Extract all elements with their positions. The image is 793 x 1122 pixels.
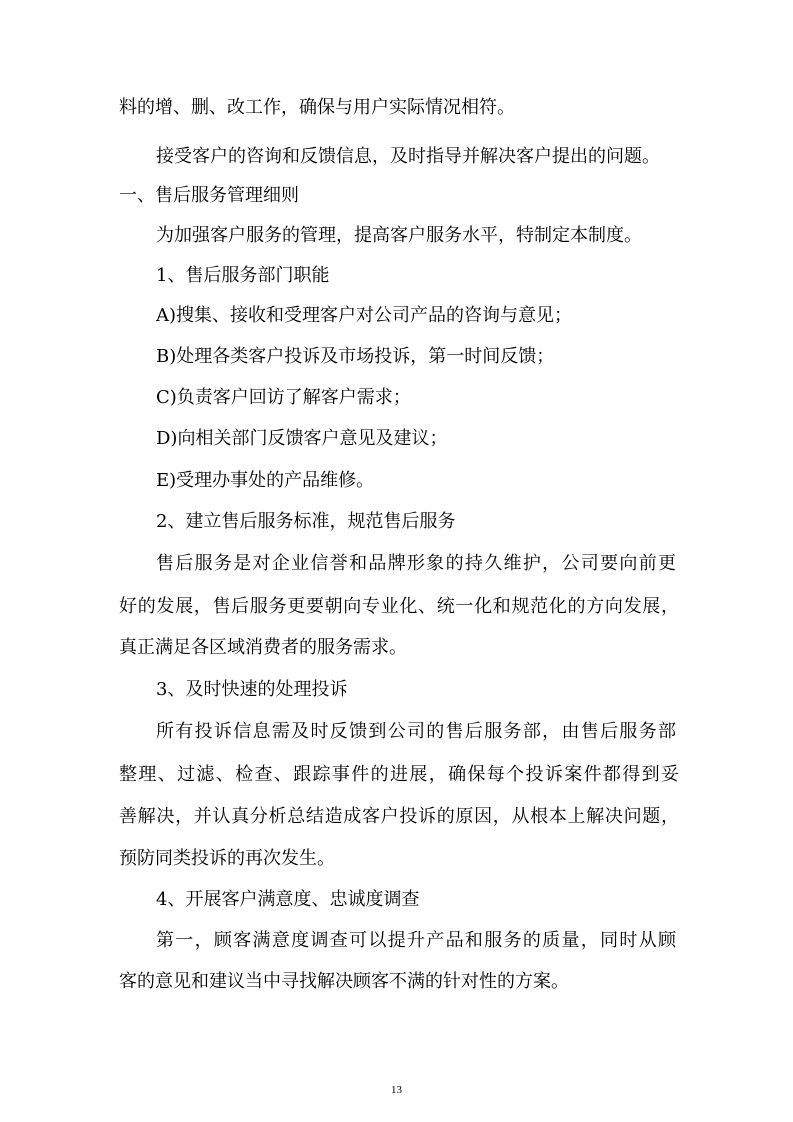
list-item: C)负责客户回访了解客户需求； bbox=[156, 387, 411, 408]
section-heading: 一、售后服务管理细则 bbox=[119, 185, 299, 206]
text-line: 接受客户的咨询和反馈信息，及时指导并解决客户提出的问题。 bbox=[156, 146, 660, 167]
text-line: 为加强客户服务的管理，提高客户服务水平，特制定本制度。 bbox=[156, 225, 642, 246]
text-line: 好的发展，售后服务更要朝向专业化、统一化和规范化的方向发展， bbox=[119, 596, 679, 617]
subsection-heading: 4、开展客户满意度、忠诚度调查 bbox=[156, 889, 420, 910]
subsection-heading: 2、建立售后服务标准，规范售后服务 bbox=[156, 511, 456, 532]
list-item: A)搜集、接收和受理客户对公司产品的咨询与意见； bbox=[156, 305, 573, 326]
text-line: 整理、过滤、检查、跟踪事件的进展，确保每个投诉案件都得到妥 bbox=[119, 764, 679, 785]
text-line: 真正满足各区域消费者的服务需求。 bbox=[119, 637, 407, 658]
list-item: B)处理各类客户投诉及市场投诉，第一时间反馈； bbox=[156, 346, 555, 367]
text-line: 所有投诉信息需及时反馈到公司的售后服务部，由售后服务部 bbox=[156, 721, 676, 742]
subsection-heading: 3、及时快速的处理投诉 bbox=[156, 679, 348, 700]
page-number: 13 bbox=[391, 1084, 402, 1096]
list-item: D)向相关部门反馈客户意见及建议； bbox=[156, 428, 448, 449]
text-line: 售后服务是对企业信誉和品牌形象的持久维护，公司要向前更 bbox=[156, 553, 676, 574]
text-line: 客的意见和建议当中寻找解决顾客不满的针对性的方案。 bbox=[119, 971, 569, 992]
list-item: E)受理办事处的产品维修。 bbox=[156, 470, 375, 491]
text-line: 第一，顾客满意度调查可以提升产品和服务的质量，同时从顾 bbox=[156, 930, 676, 951]
subsection-heading: 1、售后服务部门职能 bbox=[156, 265, 330, 286]
text-line: 料的增、删、改工作，确保与用户实际情况相符。 bbox=[119, 97, 515, 118]
text-line: 善解决，并认真分析总结造成客户投诉的原因，从根本上解决问题， bbox=[119, 806, 679, 827]
text-line: 预防同类投诉的再次发生。 bbox=[119, 848, 335, 869]
